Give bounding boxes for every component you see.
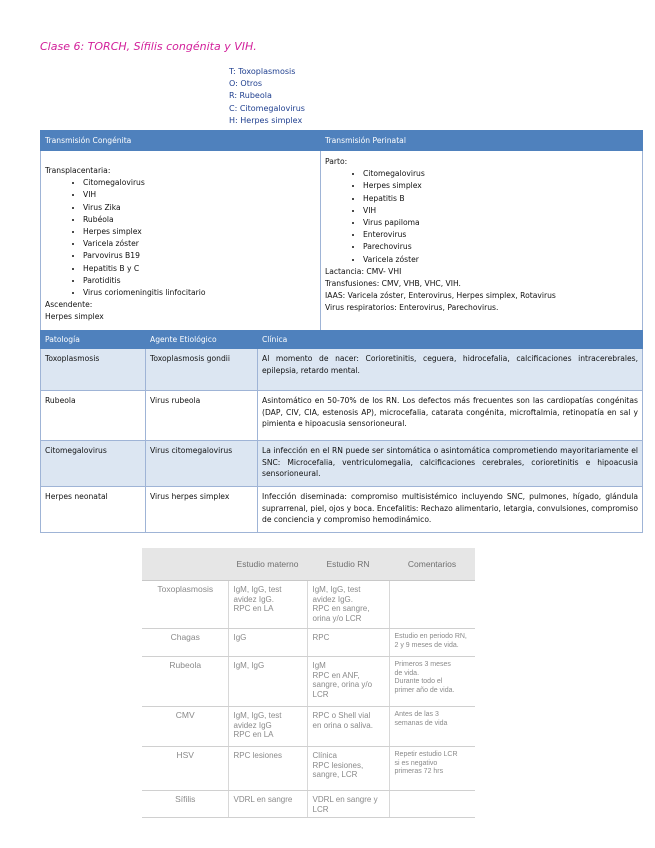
study-pathogen: Toxoplasmosis xyxy=(142,581,228,629)
transfusiones-text: Transfusiones: CMV, VHB, VHC, VIH. xyxy=(325,279,461,289)
table-row xyxy=(41,487,643,533)
study-comments xyxy=(389,581,475,629)
torch-item-c: C: Citomegalovirus xyxy=(229,103,305,113)
study-line: semanas de vida xyxy=(394,719,448,727)
transplacentaria-label: Transplacentaria: xyxy=(45,166,111,175)
pathology-table xyxy=(40,330,643,533)
study-comments xyxy=(389,707,475,747)
list-item: • Virus Zika xyxy=(83,202,316,214)
study-line: avidez IgG. xyxy=(233,594,274,604)
list-item: • Citomegalovirus xyxy=(83,177,316,189)
table-row xyxy=(142,581,475,629)
respiratorios-text: Virus respiratorios: Enterovirus, Parechovirus. xyxy=(325,303,499,313)
list-item: • Parvovirus B19 xyxy=(83,250,316,262)
iaas-text: IAAS: Varicela zóster, Enterovirus, Herpes simplex, Rotavirus xyxy=(325,291,556,301)
list-item: • Virus papiloma xyxy=(363,217,638,229)
list-item: • Herpes simplex xyxy=(83,226,316,238)
page-title: Clase 6: TORCH, Sífilis congénita y VIH. xyxy=(40,40,257,53)
study-rn xyxy=(307,791,389,818)
header-blank xyxy=(142,548,228,581)
study-rn xyxy=(307,747,389,791)
study-rn xyxy=(307,657,389,707)
study-comments xyxy=(389,791,475,818)
study-comments xyxy=(389,747,475,791)
table-row xyxy=(41,391,643,441)
study-line: IgM, IgG, test xyxy=(233,711,282,720)
table-row xyxy=(142,707,475,747)
study-line: RPC en LA xyxy=(233,730,274,740)
pathology-name: Rubeola xyxy=(41,391,146,441)
transmission-table xyxy=(40,130,643,348)
study-line: primer año de vida. xyxy=(394,686,455,694)
study-line: Estudio en periodo RN, xyxy=(394,633,467,640)
study-pathogen: Chagas xyxy=(142,629,228,657)
table-row xyxy=(142,657,475,707)
study-comments xyxy=(389,629,475,657)
pathology-agent: Toxoplasmosis gondii xyxy=(146,349,258,391)
ascendente-value: Herpes simplex xyxy=(45,312,104,322)
torch-item-h: H: Herpes simplex xyxy=(229,115,303,125)
study-line: IgM, IgG xyxy=(233,661,265,670)
study-line: IgM, IgG, test xyxy=(312,585,361,594)
list-item: • Rubéola xyxy=(83,214,316,226)
study-line: VDRL en sangre xyxy=(233,795,293,804)
study-line: VDRL en sangre y LCR xyxy=(312,795,378,814)
pathology-clinic: Al momento de nacer: Corioretinitis, ceguera, hidrocefalia, calcificaciones intracerebrales, epilepsia, retardo mental. xyxy=(258,349,643,391)
list-item: • Parotiditis xyxy=(83,275,316,287)
list-item: • Hepatitis B xyxy=(363,193,638,205)
study-comments xyxy=(389,657,475,707)
study-line: Primeros 3 meses xyxy=(394,661,451,668)
study-pathogen: CMV xyxy=(142,707,228,747)
torch-acronym-list xyxy=(229,66,305,127)
study-line: IgM, IgG, test xyxy=(233,585,282,594)
study-line: avidez IgG. xyxy=(312,594,353,604)
study-line: orina y/o LCR xyxy=(312,613,362,623)
parto-list xyxy=(325,168,638,266)
study-maternal xyxy=(228,791,307,818)
study-line: Clínica xyxy=(312,751,337,760)
pathology-name: Herpes neonatal xyxy=(41,487,146,533)
pathology-clinic: La infección en el RN puede ser sintomática o asintomática comprometiendo mayoritariamente el SNC: Microcefalia, ventriculomegalia, calcificaciones cerebrales, corioretinitis e hipoacusia sensorioneural. xyxy=(258,441,643,487)
study-maternal xyxy=(228,707,307,747)
study-line: sangre, LCR xyxy=(312,770,358,780)
torch-item-t: T: Toxoplasmosis xyxy=(229,67,296,76)
study-line: RPC o Shell vial xyxy=(312,711,371,720)
header-congenital: Transmisión Congénita xyxy=(41,131,321,151)
header-patologia: Patología xyxy=(41,331,146,349)
table-row xyxy=(41,349,643,391)
study-line: 2 y 9 meses de vida. xyxy=(394,641,459,649)
study-rn xyxy=(307,707,389,747)
study-maternal xyxy=(228,657,307,707)
torch-item-r: R: Rubeola xyxy=(229,91,272,101)
list-item: • VIH xyxy=(363,205,638,217)
study-pathogen: HSV xyxy=(142,747,228,791)
study-line: RPC en sangre, xyxy=(312,604,370,614)
pathology-name: Toxoplasmosis xyxy=(41,349,146,391)
perinatal-cell xyxy=(321,151,643,349)
study-line: IgM xyxy=(312,661,326,670)
table-row xyxy=(142,629,475,657)
pathology-clinic: Infección diseminada: compromiso multisistémico incluyendo SNC, pulmones, hígado, glándula suprarrenal, piel, ojos y boca. Encefalitis: Rechazo alimentario, letargia, convulsiones, compromiso de conciencia y compromiso hemodinámico. xyxy=(258,487,643,533)
study-line: Antes de las 3 xyxy=(394,711,439,718)
ascendente-label: Ascendente: xyxy=(45,300,93,310)
list-item: • Varicela zóster xyxy=(363,254,638,266)
congenital-cell xyxy=(41,151,321,349)
header-estudio-rn: Estudio RN xyxy=(307,548,389,581)
parto-label: Parto: xyxy=(325,157,348,166)
list-item: • Herpes simplex xyxy=(363,180,638,192)
list-item: • Enterovirus xyxy=(363,229,638,241)
study-pathogen: Sífilis xyxy=(142,791,228,818)
study-maternal xyxy=(228,581,307,629)
study-line: RPC lesiones xyxy=(233,751,282,760)
study-line: Durante todo el xyxy=(394,678,443,686)
study-line: sangre, orina y/o xyxy=(312,680,373,690)
study-line: IgG xyxy=(233,633,247,642)
study-rn xyxy=(307,581,389,629)
study-line: en orina o saliva. xyxy=(312,720,373,730)
study-line: RPC en LA xyxy=(233,604,274,614)
torch-item-o: O: Otros xyxy=(229,79,263,89)
header-perinatal: Transmisión Perinatal xyxy=(321,131,643,151)
study-maternal xyxy=(228,629,307,657)
study-pathogen: Rubeola xyxy=(142,657,228,707)
study-rn xyxy=(307,629,389,657)
pathology-agent: Virus citomegalovirus xyxy=(146,441,258,487)
studies-table xyxy=(142,548,475,818)
list-item: • Hepatitis B y C xyxy=(83,263,316,275)
study-line: de vida. xyxy=(394,669,420,677)
pathology-agent: Virus rubeola xyxy=(146,391,258,441)
study-line: Repetir estudio LCR xyxy=(394,751,458,758)
table-row xyxy=(142,747,475,791)
study-line: RPC xyxy=(312,633,330,642)
study-line: RPC en ANF, xyxy=(312,670,360,680)
list-item: • Virus coriomeningitis linfocitario xyxy=(83,287,316,299)
study-line: avidez IgG xyxy=(233,720,272,730)
study-line: RPC lesiones, xyxy=(312,760,364,770)
lactancia-text: Lactancia: CMV- VHI xyxy=(325,266,402,276)
list-item: • Citomegalovirus xyxy=(363,168,638,180)
transplacentaria-list xyxy=(45,177,316,299)
list-item: • Parechovirus xyxy=(363,241,638,253)
pathology-clinic: Asintomático en 50-70% de los RN. Los defectos más frecuentes son las cardiopatías congénitas (DAP, CIV, CIA, estenosis AP), microcefalia, catarata congénita, microftalmia, retinopatía en sal y pimienta e hipoacusia sensorioneural. xyxy=(258,391,643,441)
pathology-name: Citomegalovirus xyxy=(41,441,146,487)
list-item: • Varicela zóster xyxy=(83,238,316,250)
table-row xyxy=(41,441,643,487)
table-row xyxy=(142,791,475,818)
study-line: primeras 72 hrs xyxy=(394,768,444,776)
header-comentarios: Comentarios xyxy=(389,548,475,581)
header-agente: Agente Etiológico xyxy=(146,331,258,349)
study-line: si es negativo xyxy=(394,759,438,767)
header-estudio-materno: Estudio materno xyxy=(228,548,307,581)
list-item: • VIH xyxy=(83,189,316,201)
study-line: LCR xyxy=(312,689,329,699)
header-clinica: Clínica xyxy=(258,331,643,349)
study-maternal xyxy=(228,747,307,791)
pathology-agent: Virus herpes simplex xyxy=(146,487,258,533)
